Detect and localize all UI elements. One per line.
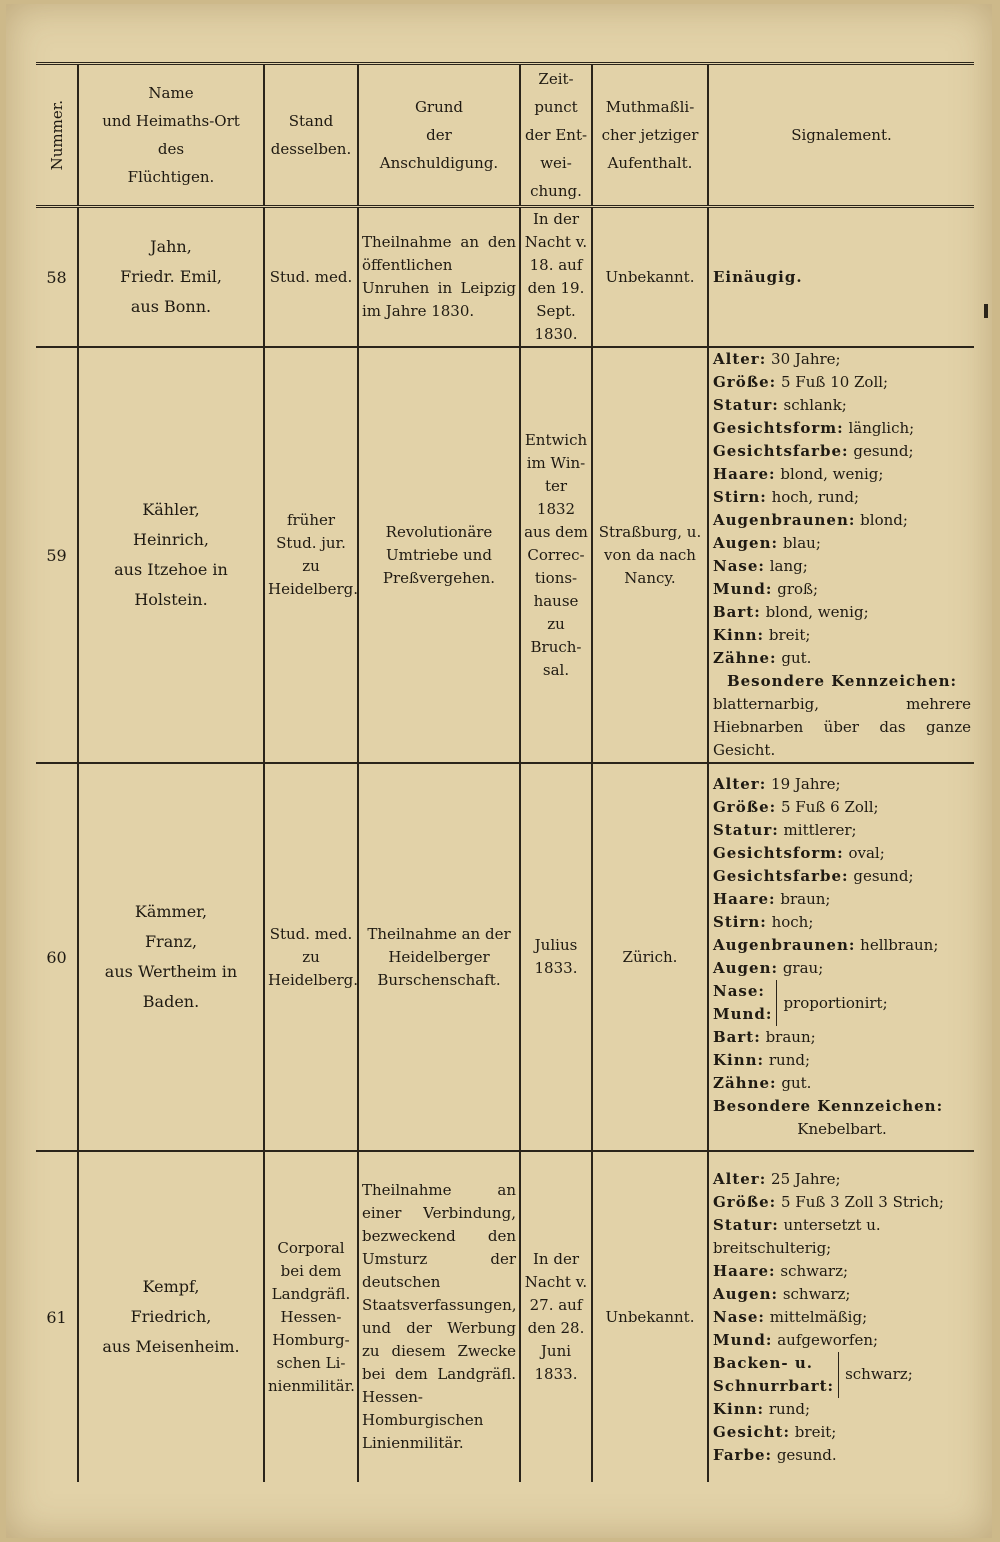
header-time: Zeit- punct der Ent- wei- chung. (520, 65, 592, 207)
sig-line: Zähne: gut. (713, 649, 812, 667)
signalement (708, 347, 974, 763)
fugitive-name: Kähler, Heinrich, aus Itzehoe in Holstein. (78, 347, 264, 763)
sig-line: Größe: 5 Fuß 3 Zoll 3 Strich; (713, 1192, 944, 1211)
sig-line: Mund: aufgeworfen; (713, 1330, 879, 1349)
header-reason: Grund der Anschuldigung. (358, 65, 520, 207)
header-status: Stand desselben. (264, 65, 358, 207)
charge-reason: Theilnahme an einer Verbindung, bezweckend den Umsturz der deutschen Staatsverfassungen, und der Werbung zu diesem Zwecke bei dem Landgräfl. Hessen-Homburgischen Linienmilitär. (358, 1151, 520, 1482)
sig-line: Alter: 30 Jahre; (713, 350, 841, 368)
sig-line: Alter: 25 Jahre; (713, 1169, 841, 1188)
special-marks-value: blatternarbig, mehrere Hiebnarben über das ganze Gesicht. (713, 695, 971, 759)
header-signalement: Signalement. (708, 65, 974, 207)
table-row (36, 1151, 974, 1482)
sig-line: Farbe: gesund. (713, 1445, 837, 1464)
special-marks-label: Besondere Kennzeichen: (726, 672, 958, 690)
brace-labels: Backen- u. Schnurrbart: (713, 1352, 839, 1398)
signalement (708, 1151, 974, 1482)
fugitive-name: Jahn, Friedr. Emil, aus Bonn. (78, 207, 264, 348)
presumed-location: Unbekannt. (592, 207, 708, 348)
sig-line: Statur: mittlerer; (713, 821, 857, 839)
escape-time: Julius 1833. (520, 763, 592, 1151)
register-frame (36, 62, 974, 1465)
table-row (36, 763, 974, 1151)
page-sheet (6, 4, 992, 1538)
sig-line: Mund: groß; (713, 580, 819, 598)
sig-line: Gesichtsform: länglich; (713, 419, 915, 437)
sig-line: Kinn: rund; (713, 1051, 811, 1069)
signalement: Einäugig. (708, 207, 974, 348)
fugitive-status: Stud. med. zu Heidelberg. (264, 763, 358, 1151)
sig-line: Augen: schwarz; (713, 1284, 851, 1303)
special-marks-value: Knebelbart. (797, 1120, 887, 1138)
sig-line: Haare: braun; (713, 890, 831, 908)
row-number: 59 (36, 347, 78, 763)
brace-group (713, 980, 971, 1026)
sig-line: Haare: blond, wenig; (713, 465, 884, 483)
sig-line: Augen: grau; (713, 959, 824, 977)
sig-line: Statur: untersetzt u. breitschulterig; (713, 1215, 881, 1257)
brace-value: schwarz; (845, 1365, 913, 1383)
sig-line: Gesichtsfarbe: gesund; (713, 442, 914, 460)
sig-line: Gesichtsform: oval; (713, 844, 885, 862)
sig-line: Augenbraunen: blond; (713, 511, 908, 529)
sig-line: Haare: schwarz; (713, 1261, 849, 1280)
sig-line: Kinn: breit; (713, 626, 811, 644)
charge-reason: Theilnahme an der Heidelberger Burschenschaft. (358, 763, 520, 1151)
special-marks-label: Besondere Kennzeichen: (713, 1097, 944, 1115)
table-row (36, 207, 974, 348)
table-row (36, 347, 974, 763)
sig-line: Bart: braun; (713, 1028, 816, 1046)
sig-line: Augenbraunen: hellbraun; (713, 936, 939, 954)
margin-mark (984, 304, 988, 318)
fugitive-name: Kempf, Friedrich, aus Meisenheim. (78, 1151, 264, 1482)
header-row (36, 65, 974, 207)
sig-line: Statur: schlank; (713, 396, 847, 414)
sig-line: Kinn: rund; (713, 1399, 811, 1418)
charge-reason: Revolutionäre Umtriebe und Preßvergehen. (358, 347, 520, 763)
sig-line: Stirn: hoch, rund; (713, 488, 860, 506)
fugitives-table (36, 65, 974, 1482)
header-location: Muthmaßli- cher jetziger Aufenthalt. (592, 65, 708, 207)
fugitive-status: Stud. med. (264, 207, 358, 348)
sig-line: Gesichtsfarbe: gesund; (713, 867, 914, 885)
presumed-location: Straßburg, u. von da nach Nancy. (592, 347, 708, 763)
sig-line: Alter: 19 Jahre; (713, 775, 841, 793)
row-number: 61 (46, 1307, 67, 1327)
fugitive-status: Corporal bei dem Landgräfl. Hessen- Homburg- schen Li- nienmilitär. (264, 1151, 358, 1482)
row-number: 60 (36, 763, 78, 1151)
sig-line: Gesicht: breit; (713, 1422, 837, 1441)
signalement (708, 763, 974, 1151)
sig-line: Stirn: hoch; (713, 913, 814, 931)
sig-line: Größe: 5 Fuß 10 Zoll; (713, 373, 889, 391)
sig-line: Zähne: gut. (713, 1074, 812, 1092)
brace-group (713, 1352, 971, 1398)
fugitive-name: Kämmer, Franz, aus Wertheim in Baden. (78, 763, 264, 1151)
charge-reason: Theilnahme an den öffentlichen Unruhen in Leipzig im Jahre 1830. (358, 207, 520, 348)
escape-time: In der Nacht v. 27. auf den 28. Juni 1833. (520, 1151, 592, 1482)
header-name: Name und Heimaths-Ort des Flüchtigen. (78, 65, 264, 207)
fugitive-status: früher Stud. jur. zu Heidelberg. (264, 347, 358, 763)
brace-value: proportionirt; (783, 993, 888, 1012)
brace-labels: Nase: Mund: (713, 980, 777, 1026)
presumed-location: Zürich. (592, 763, 708, 1151)
sig-line: Bart: blond, wenig; (713, 603, 869, 621)
presumed-location: Unbekannt. (592, 1151, 708, 1482)
sig-line: Nase: lang; (713, 557, 808, 575)
header-number: Nummer. (36, 65, 78, 207)
sig-line: Größe: 5 Fuß 6 Zoll; (713, 798, 879, 816)
escape-time: In der Nacht v. 18. auf den 19. Sept. 1830. (520, 207, 592, 348)
escape-time: Entwich im Win- ter 1832 aus dem Correc- tions- hause zu Bruch- sal. (520, 347, 592, 763)
sig-line: Augen: blau; (713, 534, 821, 552)
row-number: 58 (36, 207, 78, 348)
sig-line: Nase: mittelmäßig; (713, 1307, 868, 1326)
